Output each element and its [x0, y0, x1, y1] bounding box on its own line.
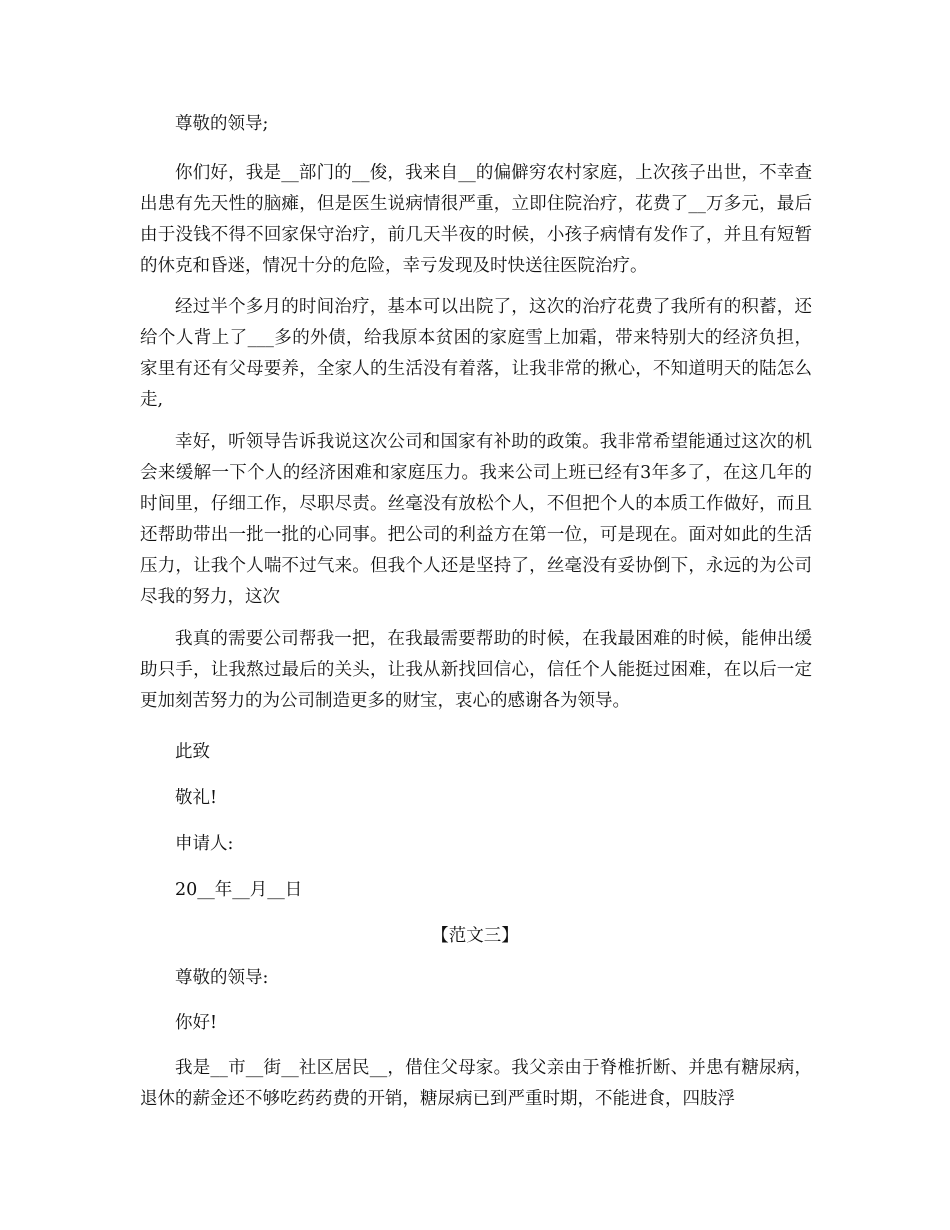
date-line: 20__年__月__日 — [175, 880, 303, 900]
paragraph-2: 经过半个多月的时间治疗，基本可以出院了，这次的治疗花费了我所有的积蓄，还给个人背上了___多的外债，给我原本贫困的家庭雪上加霜，带来特别大的经济负担，家里有还有父母要养，全家人的生活没有着落，让我非常的揪心，不知道明天的陆怎么走, — [140, 297, 812, 410]
closing-ci-zhi: 此致 — [175, 742, 210, 762]
paragraph-4: 我真的需要公司帮我一把，在我最需要帮助的时候，在我最困难的时候，能伸出缓助只手，让我熬过最后的关头，让我从新找回信心，信任个人能挺过困难，在以后一定更加刻苦努力的为公司制造更多的财宝，衷心的感谢各为领导。 — [140, 629, 812, 711]
salutation-letter-2: 尊敬的领导; — [175, 114, 269, 134]
greeting: 你好! — [175, 1013, 218, 1033]
paragraph-1: 你们好，我是__部门的__俊，我来自__的偏僻穷农村家庭，上次孩子出世，不幸查出患有先天性的脑瘫，但是医生说病情很严重，立即住院治疗，花费了__万多元，最后由于没钱不得不回家保守治疗，前几天半夜的时候，小孩子病情有发作了，并且有短暂的休克和昏迷，情况十分的危险，幸亏发现及时快送往医院治疗。 — [140, 163, 812, 276]
applicant-label: 申请人: — [175, 834, 234, 854]
closing-jing-li: 敬礼! — [175, 788, 218, 808]
section-heading: 【范文三】 — [431, 926, 519, 946]
salutation-letter-3: 尊敬的领导: — [175, 968, 269, 988]
paragraph-5: 我是__市__街__社区居民__，借住父母家。我父亲由于脊椎折断、并患有糖尿病，退休的薪金还不够吃药药费的开销，糖尿病已到严重时期，不能进食，四肢浮 — [140, 1058, 812, 1109]
paragraph-3: 幸好，听领导告诉我说这次公司和国家有补助的政策。我非常希望能通过这次的机会来缓解一下个人的经济困难和家庭压力。我来公司上班已经有3年多了，在这几年的时间里，仔细工作，尽职尽责。丝毫没有放松个人，不但把个人的本质工作做好，而且还帮助带出一批一批的心同事。把公司的利益方在第一位，可是现在。面对如此的生活压力，让我个人喘不过气来。但我个人还是坚持了，丝毫没有妥协倒下，永远的为公司尽我的努力，这次 — [140, 432, 812, 607]
